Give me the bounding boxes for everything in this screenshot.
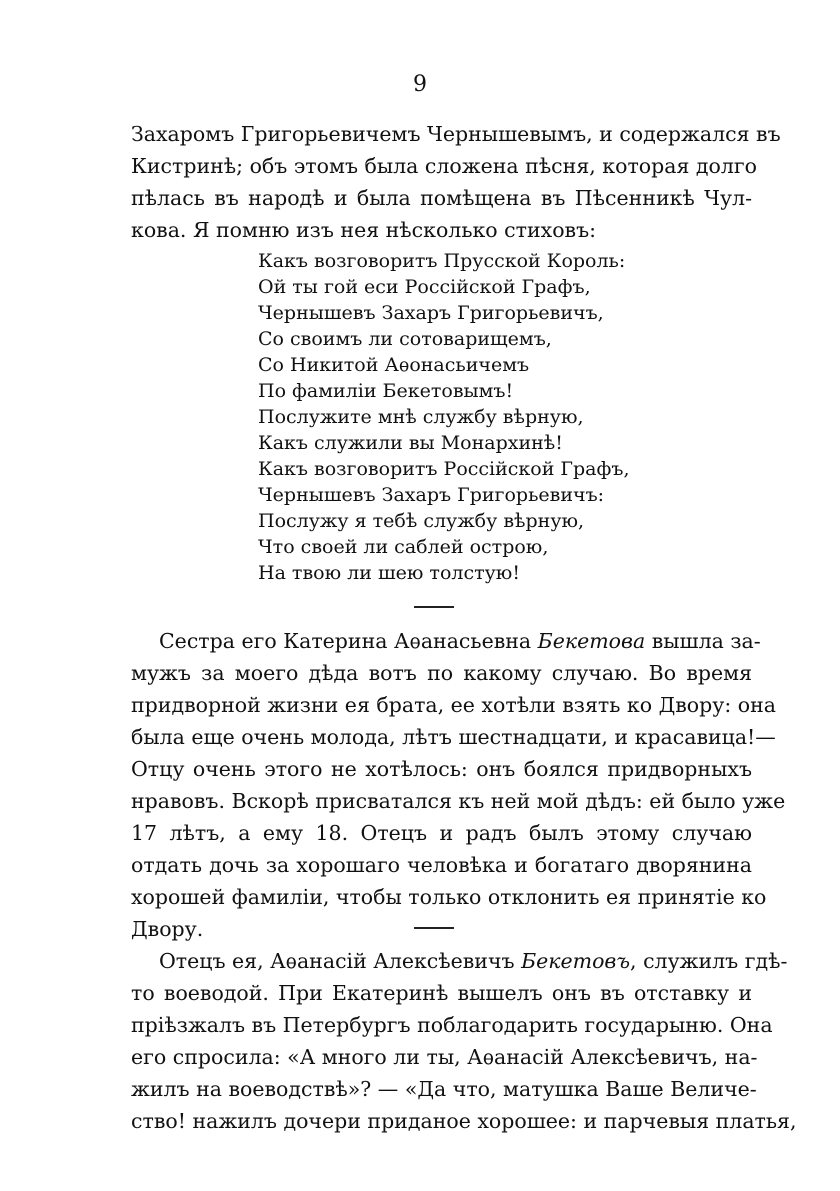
poem-line: Какъ служили вы Монархинѣ! [258, 432, 563, 454]
poem-line: Со Никитой Аѳонасьичемъ [258, 354, 530, 376]
text-line [131, 625, 761, 657]
poem-line: Послужите мнѣ службу вѣрную, [258, 406, 584, 428]
text-line: мужъ за моего дѣда вотъ по какому случаю. Во время [131, 661, 752, 685]
text-segment: , служилъ гдѣ- [630, 949, 788, 973]
text-segment: Отецъ ея, Аѳанасій Алексѣевичъ [159, 949, 522, 973]
text-line: то воеводой. При Екатеринѣ вышелъ онъ въ отставку и [131, 981, 752, 1005]
text-segment: вышла за- [645, 629, 761, 653]
paragraph-3 [131, 945, 797, 1137]
text-line: отдать дочь за хорошаго человѣка и богатаго дворянина [131, 853, 752, 877]
text-line: Отцу очень этого не хотѣлось: онъ боялся придворныхъ [131, 757, 752, 781]
paragraph-1 [131, 118, 781, 246]
poem-line: Послужу я тебѣ службу вѣрную, [258, 510, 585, 532]
surname-italic: Бекетовъ [521, 949, 631, 973]
text-line: хорошей фамиліи, чтобы только отклонить ея принятіе ко [131, 885, 767, 909]
poem-line: Чернышевъ Захаръ Григорьевичъ, [258, 302, 604, 324]
poem-line: На твою ли шею толстую! [258, 562, 520, 584]
poem-line: Какъ возговоритъ Россійской Графъ, [258, 458, 630, 480]
text-line: жилъ на воеводствѣ»? — «Да что, матушка Ваше Величе- [131, 1077, 757, 1101]
text-line [131, 945, 788, 977]
poem-line: Со своимъ ли сотоварищемъ, [258, 328, 552, 350]
poem-line: По фамиліи Бекетовымъ! [258, 380, 514, 402]
section-divider [414, 606, 454, 608]
text-line: его спросила: «А много ли ты, Аѳанасій Алексѣевичъ, на- [131, 1045, 758, 1069]
section-divider [414, 927, 454, 929]
surname-italic: Бекетова [537, 629, 646, 653]
text-line: кова. Я помню изъ нея нѣсколько стиховъ: [131, 218, 597, 242]
text-segment: Сестра его Катерина Аѳанасьевна [159, 629, 538, 653]
text-line: нравовъ. Вскорѣ присватался къ ней мой дѣдъ: ей было уже [131, 789, 786, 813]
poem-line: Чернышевъ Захаръ Григорьевичъ: [258, 484, 605, 506]
text-line: Захаромъ Григорьевичемъ Чернышевымъ, и содержался въ [131, 122, 781, 146]
poem [258, 248, 630, 586]
text-line: Двору. [131, 917, 204, 941]
paragraph-2 [131, 625, 786, 945]
text-line: ство! нажилъ дочери приданое хорошее: и парчевыя платья, [131, 1109, 797, 1133]
text-line: Кистринѣ; объ этомъ была сложена пѣсня, которая долго [131, 154, 757, 178]
text-line: была еще очень молода, лѣтъ шестнадцати, и красавица!— [131, 725, 776, 749]
page-number: 9 [413, 72, 427, 97]
poem-line: Что своей ли саблей острою, [258, 536, 549, 558]
text-line: придворной жизни ея брата, ее хотѣли взять ко Двору: она [131, 693, 776, 717]
text-line: 17 лѣтъ, а ему 18. Отецъ и радъ былъ этому случаю [131, 821, 752, 845]
poem-line: Какъ возговоритъ Прусской Король: [258, 250, 626, 272]
poem-line: Ой ты гой еси Россійской Графъ, [258, 276, 591, 298]
text-line: пѣлась въ народѣ и была помѣщена въ Пѣсенникѣ Чул- [131, 186, 752, 210]
text-line: пріѣзжалъ въ Петербургъ поблагодарить государыню. Она [131, 1013, 773, 1037]
